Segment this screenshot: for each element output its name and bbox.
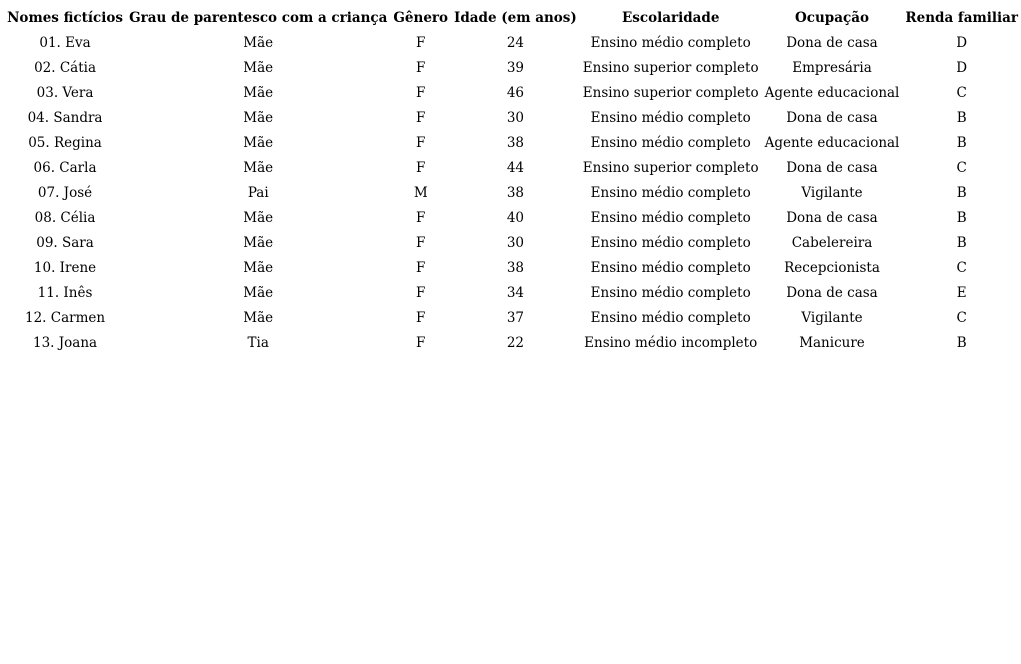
cell-escolaridade: Ensino médio completo [590, 209, 751, 226]
cell-nome: 08. Célia [34, 209, 96, 226]
table-row [4, 130, 1021, 155]
cell-nome: 04. Sandra [27, 109, 103, 126]
cell-genero: F [416, 159, 426, 176]
cell-escolaridade: Ensino médio completo [590, 34, 751, 51]
table-row [4, 255, 1021, 280]
cell-genero: F [416, 234, 426, 251]
cell-renda: D [956, 34, 968, 51]
cell-renda: B [956, 184, 967, 201]
cell-nome: 10. Irene [33, 259, 97, 276]
cell-ocupacao: Dona de casa [786, 284, 878, 301]
cell-nome: 02. Cátia [34, 59, 96, 76]
table-row [4, 330, 1021, 355]
cell-escolaridade: Ensino médio completo [590, 309, 751, 326]
cell-escolaridade: Ensino médio completo [590, 259, 751, 276]
cell-parentesco: Mãe [243, 259, 274, 276]
cell-ocupacao: Dona de casa [786, 109, 878, 126]
cell-parentesco: Mãe [243, 134, 274, 151]
cell-renda: B [956, 109, 967, 126]
cell-nome: 12. Carmen [24, 309, 106, 326]
cell-parentesco: Mãe [243, 284, 274, 301]
cell-parentesco: Mãe [243, 159, 274, 176]
cell-parentesco: Mãe [243, 34, 274, 51]
cell-idade: 30 [506, 234, 525, 251]
cell-nome: 11. Inês [37, 284, 93, 301]
cell-genero: F [416, 209, 426, 226]
cell-renda: D [956, 59, 968, 76]
cell-ocupacao: Dona de casa [786, 209, 878, 226]
cell-escolaridade: Ensino médio completo [590, 109, 751, 126]
cell-parentesco: Tia [247, 334, 269, 351]
cell-renda: E [956, 284, 967, 301]
cell-ocupacao: Manicure [799, 334, 865, 351]
cell-genero: F [416, 34, 426, 51]
cell-genero: F [416, 284, 426, 301]
cell-genero: M [413, 184, 428, 201]
cell-genero: F [416, 84, 426, 101]
cell-nome: 01. Eva [39, 34, 91, 51]
cell-escolaridade: Ensino superior completo [582, 59, 759, 76]
cell-escolaridade: Ensino médio completo [590, 284, 751, 301]
cell-idade: 24 [506, 34, 525, 51]
table-row [4, 180, 1021, 205]
cell-ocupacao: Dona de casa [786, 159, 878, 176]
cell-idade: 38 [506, 134, 525, 151]
cell-genero: F [416, 259, 426, 276]
header-escolaridade: Escolaridade [621, 9, 720, 26]
cell-ocupacao: Cabelereira [791, 234, 873, 251]
cell-genero: F [416, 334, 426, 351]
table-row [4, 55, 1021, 80]
cell-ocupacao: Dona de casa [786, 34, 878, 51]
cell-renda: B [956, 334, 967, 351]
cell-genero: F [416, 109, 426, 126]
table-row [4, 105, 1021, 130]
cell-escolaridade: Ensino superior completo [582, 84, 759, 101]
cell-escolaridade: Ensino médio completo [590, 234, 751, 251]
cell-renda: B [956, 134, 967, 151]
cell-ocupacao: Agente educacional [764, 84, 900, 101]
table-row [4, 80, 1021, 105]
cell-nome: 06. Carla [33, 159, 97, 176]
cell-escolaridade: Ensino superior completo [582, 159, 759, 176]
table-row [4, 30, 1021, 55]
cell-renda: C [956, 309, 967, 326]
cell-renda: C [956, 259, 967, 276]
cell-ocupacao: Agente educacional [764, 134, 900, 151]
cell-nome: 07. José [37, 184, 93, 201]
table-row [4, 205, 1021, 230]
participants-table [4, 5, 1021, 355]
cell-escolaridade: Ensino médio completo [590, 184, 751, 201]
cell-idade: 22 [506, 334, 525, 351]
cell-ocupacao: Vigilante [801, 309, 863, 326]
cell-idade: 37 [506, 309, 525, 326]
cell-ocupacao: Recepcionista [784, 259, 880, 276]
cell-escolaridade: Ensino médio incompleto [584, 334, 758, 351]
cell-genero: F [416, 309, 426, 326]
cell-idade: 30 [506, 109, 525, 126]
cell-renda: B [956, 234, 967, 251]
header-ocupacao: Ocupação [795, 9, 869, 26]
cell-renda: C [956, 159, 967, 176]
cell-parentesco: Mãe [243, 309, 274, 326]
cell-renda: C [956, 84, 967, 101]
cell-idade: 44 [506, 159, 525, 176]
cell-parentesco: Mãe [243, 59, 274, 76]
table-header-row [4, 5, 1021, 30]
cell-parentesco: Mãe [243, 234, 274, 251]
cell-nome: 03. Vera [36, 84, 94, 101]
cell-genero: F [416, 134, 426, 151]
cell-parentesco: Mãe [243, 109, 274, 126]
table-row [4, 280, 1021, 305]
cell-genero: F [416, 59, 426, 76]
table-row [4, 305, 1021, 330]
cell-parentesco: Mãe [243, 209, 274, 226]
cell-idade: 34 [506, 284, 525, 301]
cell-idade: 40 [506, 209, 525, 226]
header-nomes-ficticios: Nomes fictícios [7, 9, 123, 26]
cell-ocupacao: Empresária [792, 59, 872, 76]
cell-parentesco: Mãe [243, 84, 274, 101]
cell-ocupacao: Vigilante [801, 184, 863, 201]
table-row [4, 155, 1021, 180]
cell-idade: 46 [506, 84, 525, 101]
header-grau-parentesco: Grau de parentesco com a criança [129, 9, 388, 26]
table-body [4, 30, 1021, 355]
cell-idade: 39 [506, 59, 525, 76]
table-row [4, 230, 1021, 255]
header-renda-familiar: Renda familiar [905, 9, 1018, 26]
cell-nome: 09. Sara [36, 234, 94, 251]
header-genero: Gênero [393, 9, 449, 26]
header-idade: Idade (em anos) [454, 9, 577, 26]
cell-idade: 38 [506, 259, 525, 276]
cell-parentesco: Pai [247, 184, 269, 201]
cell-renda: B [956, 209, 967, 226]
cell-nome: 05. Regina [28, 134, 102, 151]
cell-nome: 13. Joana [32, 334, 98, 351]
cell-escolaridade: Ensino médio completo [590, 134, 751, 151]
cell-idade: 38 [506, 184, 525, 201]
